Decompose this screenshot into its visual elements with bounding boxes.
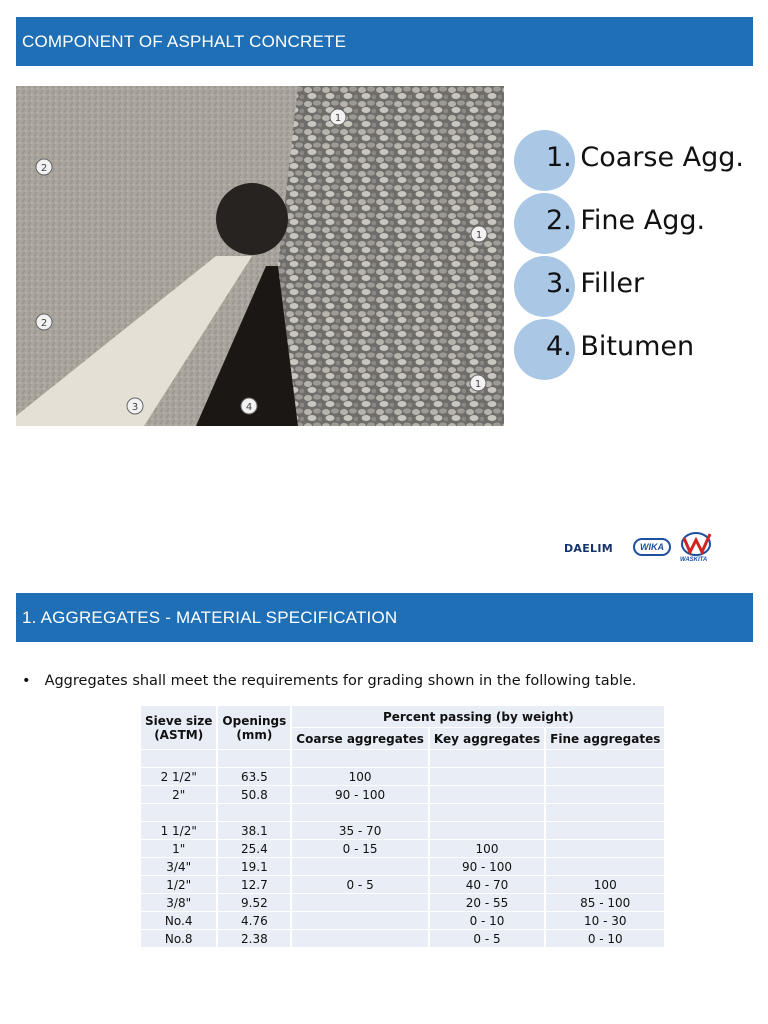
photo-marker-4: 4	[245, 402, 253, 413]
table-row: 2 1/2" 63.5 100	[141, 768, 664, 785]
table-header-row	[141, 706, 664, 727]
component-item	[514, 193, 764, 256]
component-number: 3.	[546, 268, 572, 299]
slide2-title-banner	[16, 593, 753, 642]
header-key: Key aggregates	[430, 728, 544, 749]
grading-table	[139, 705, 666, 948]
slide1-title: COMPONENT OF ASPHALT CONCRETE	[22, 31, 347, 51]
component-label: Fine Agg.	[580, 205, 706, 236]
bullet-text: Aggregates shall meet the requirements for grading shown in the following table.	[44, 673, 637, 689]
wika-logo: WIKA	[633, 538, 671, 556]
component-item	[514, 256, 764, 319]
photo-marker-1a: 1	[334, 113, 342, 124]
table-row: No.4 4.76 0 - 10 10 - 30	[141, 912, 664, 929]
photo-marker-2b: 2	[40, 318, 48, 329]
table-row: 1 1/2" 38.1 35 - 70	[141, 822, 664, 839]
table-row: 1" 25.4 0 - 15 100	[141, 840, 664, 857]
header-sieve-size: Sieve size (ASTM)	[141, 706, 216, 749]
waskita-wordmark: WASKITA	[680, 557, 708, 563]
photo-marker-2a: 2	[40, 163, 48, 174]
photo-marker-1b: 1	[475, 230, 483, 241]
header-percent-passing: Percent passing (by weight)	[292, 706, 664, 727]
table-spacer-row	[141, 750, 664, 767]
bullet-item	[22, 673, 636, 689]
component-item	[514, 319, 764, 382]
header-openings: Openings (mm)	[218, 706, 290, 749]
table-row: 3/4" 19.1 90 - 100	[141, 858, 664, 875]
company-logos	[562, 530, 722, 566]
component-number: 2.	[546, 205, 572, 236]
component-item	[514, 130, 764, 193]
asphalt-components-photo	[16, 86, 504, 426]
photo-marker-1c: 1	[474, 379, 482, 390]
header-fine: Fine aggregates	[546, 728, 664, 749]
table-spacer-row	[141, 804, 664, 821]
table-row: 1/2" 12.7 0 - 5 40 - 70 100	[141, 876, 664, 893]
table-row: 2" 50.8 90 - 100	[141, 786, 664, 803]
bullet-icon: •	[22, 673, 31, 689]
waskita-emblem-icon	[678, 530, 718, 558]
component-number: 1.	[546, 142, 572, 173]
daelim-logo: DAELIM	[564, 542, 614, 555]
table-row: No.8 2.38 0 - 5 0 - 10	[141, 930, 664, 947]
slide2-title: 1. AGGREGATES - MATERIAL SPECIFICATION	[22, 607, 398, 627]
component-number: 4.	[546, 331, 572, 362]
component-label: Bitumen	[580, 331, 695, 362]
component-label: Filler	[580, 268, 645, 299]
table-row: 3/8" 9.52 20 - 55 85 - 100	[141, 894, 664, 911]
photo-marker-3: 3	[131, 402, 139, 413]
header-coarse: Coarse aggregates	[292, 728, 428, 749]
waskita-logo	[678, 530, 718, 566]
component-list	[514, 130, 764, 382]
slide1-title-banner	[16, 17, 753, 66]
component-label: Coarse Agg.	[580, 142, 744, 173]
